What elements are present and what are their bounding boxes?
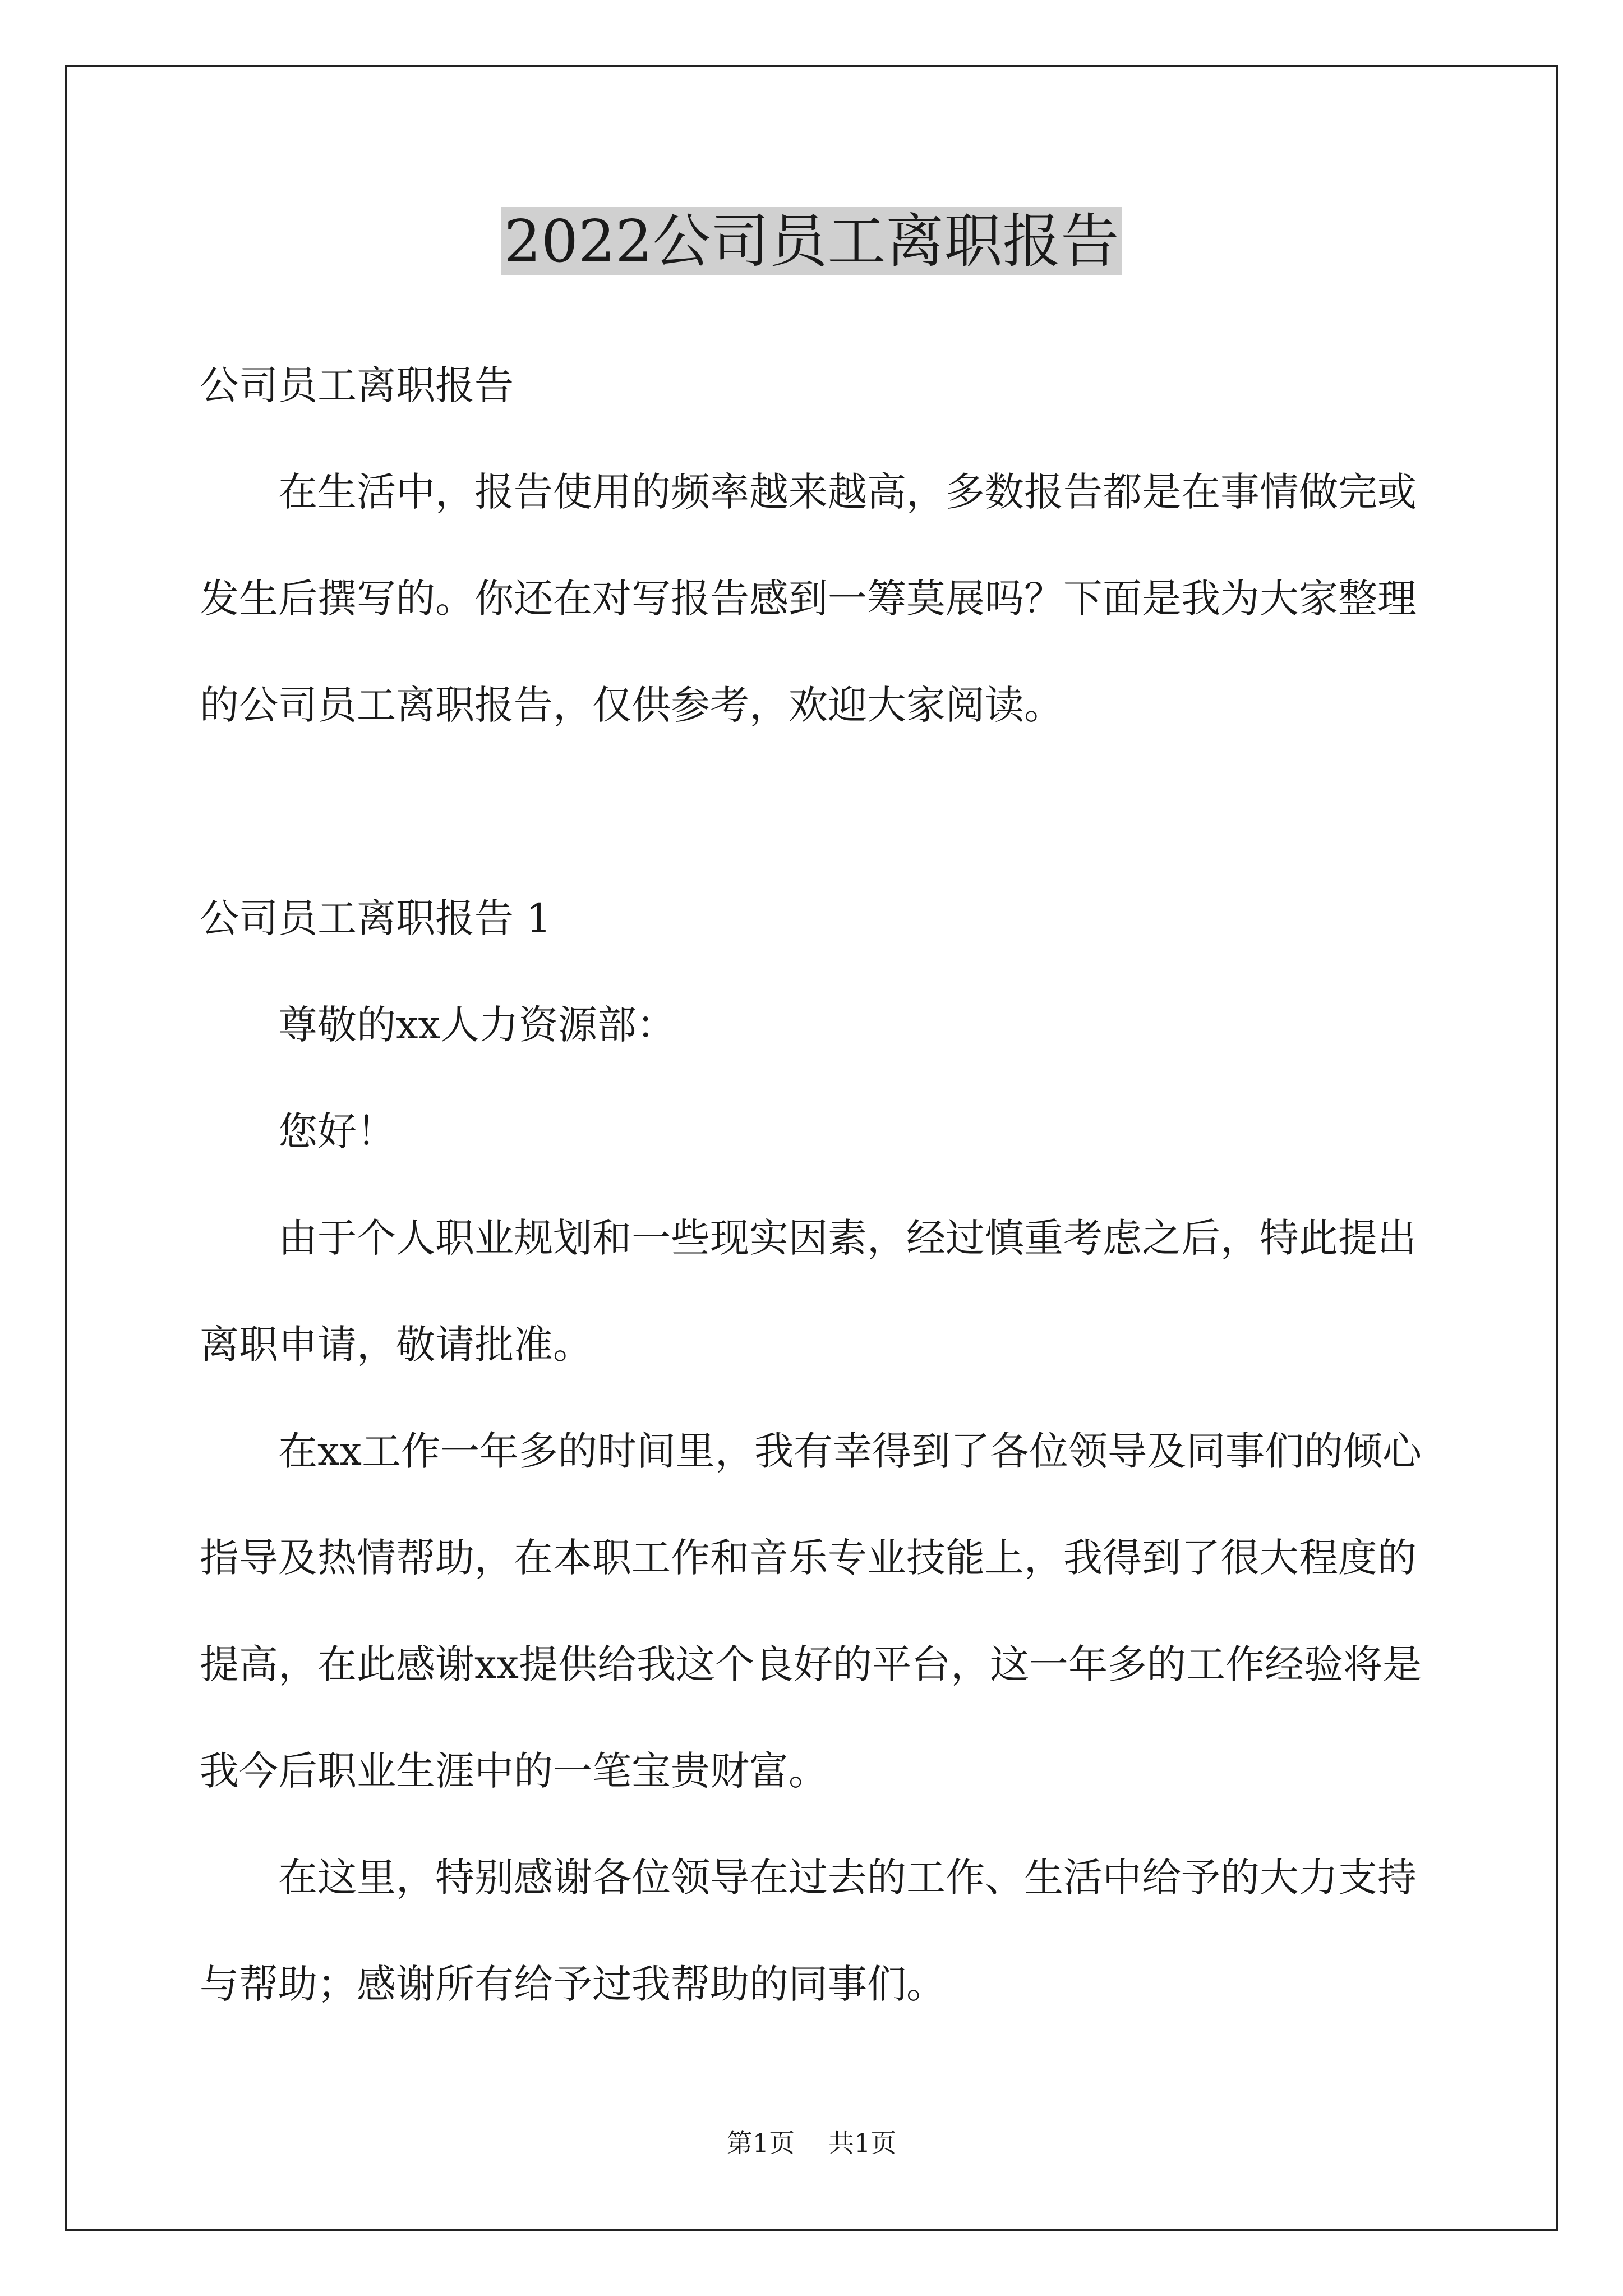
document-subtitle: 公司员工离职报告 bbox=[200, 362, 514, 408]
document-body bbox=[200, 332, 1433, 2037]
body-paragraph-2: 在xx工作一年多的时间里，我有幸得到了各位领导及同事们的倾心指导及热情帮助，在本职工作和音乐专业技能上，我得到了很大程度的提高，在此感谢xx提供给我这个良好的平台，这一年多的工作经验将是我今后职业生涯中的一笔宝贵财富。 bbox=[200, 1428, 1422, 1794]
page-number-total: 共1页 bbox=[828, 2128, 897, 2158]
section-spacer bbox=[200, 758, 1433, 865]
page-number-current: 第1页 bbox=[726, 2128, 795, 2158]
body-paragraph-1: 由于个人职业规划和一些现实因素，经过慎重考虑之后，特此提出离职申请，敬请批准。 bbox=[200, 1215, 1417, 1368]
salutation: 尊敬的xx人力资源部： bbox=[278, 1002, 676, 1048]
document-title bbox=[0, 202, 1623, 280]
page-footer bbox=[0, 2126, 1623, 2160]
intro-paragraph: 在生活中，报告使用的频率越来越高，多数报告都是在事情做完或发生后撰写的。你还在对写报告感到一筹莫展吗？下面是我为大家整理的公司员工离职报告，仅供参考，欢迎大家阅读。 bbox=[200, 469, 1417, 728]
greeting: 您好！ bbox=[278, 1108, 396, 1154]
body-paragraph-3: 在这里，特别感谢各位领导在过去的工作、生活中给予的大力支持与帮助；感谢所有给予过我帮助的同事们。 bbox=[200, 1855, 1417, 2007]
section-heading: 公司员工离职报告 1 bbox=[200, 895, 551, 941]
document-title-text: 2022公司员工离职报告 bbox=[501, 207, 1123, 275]
